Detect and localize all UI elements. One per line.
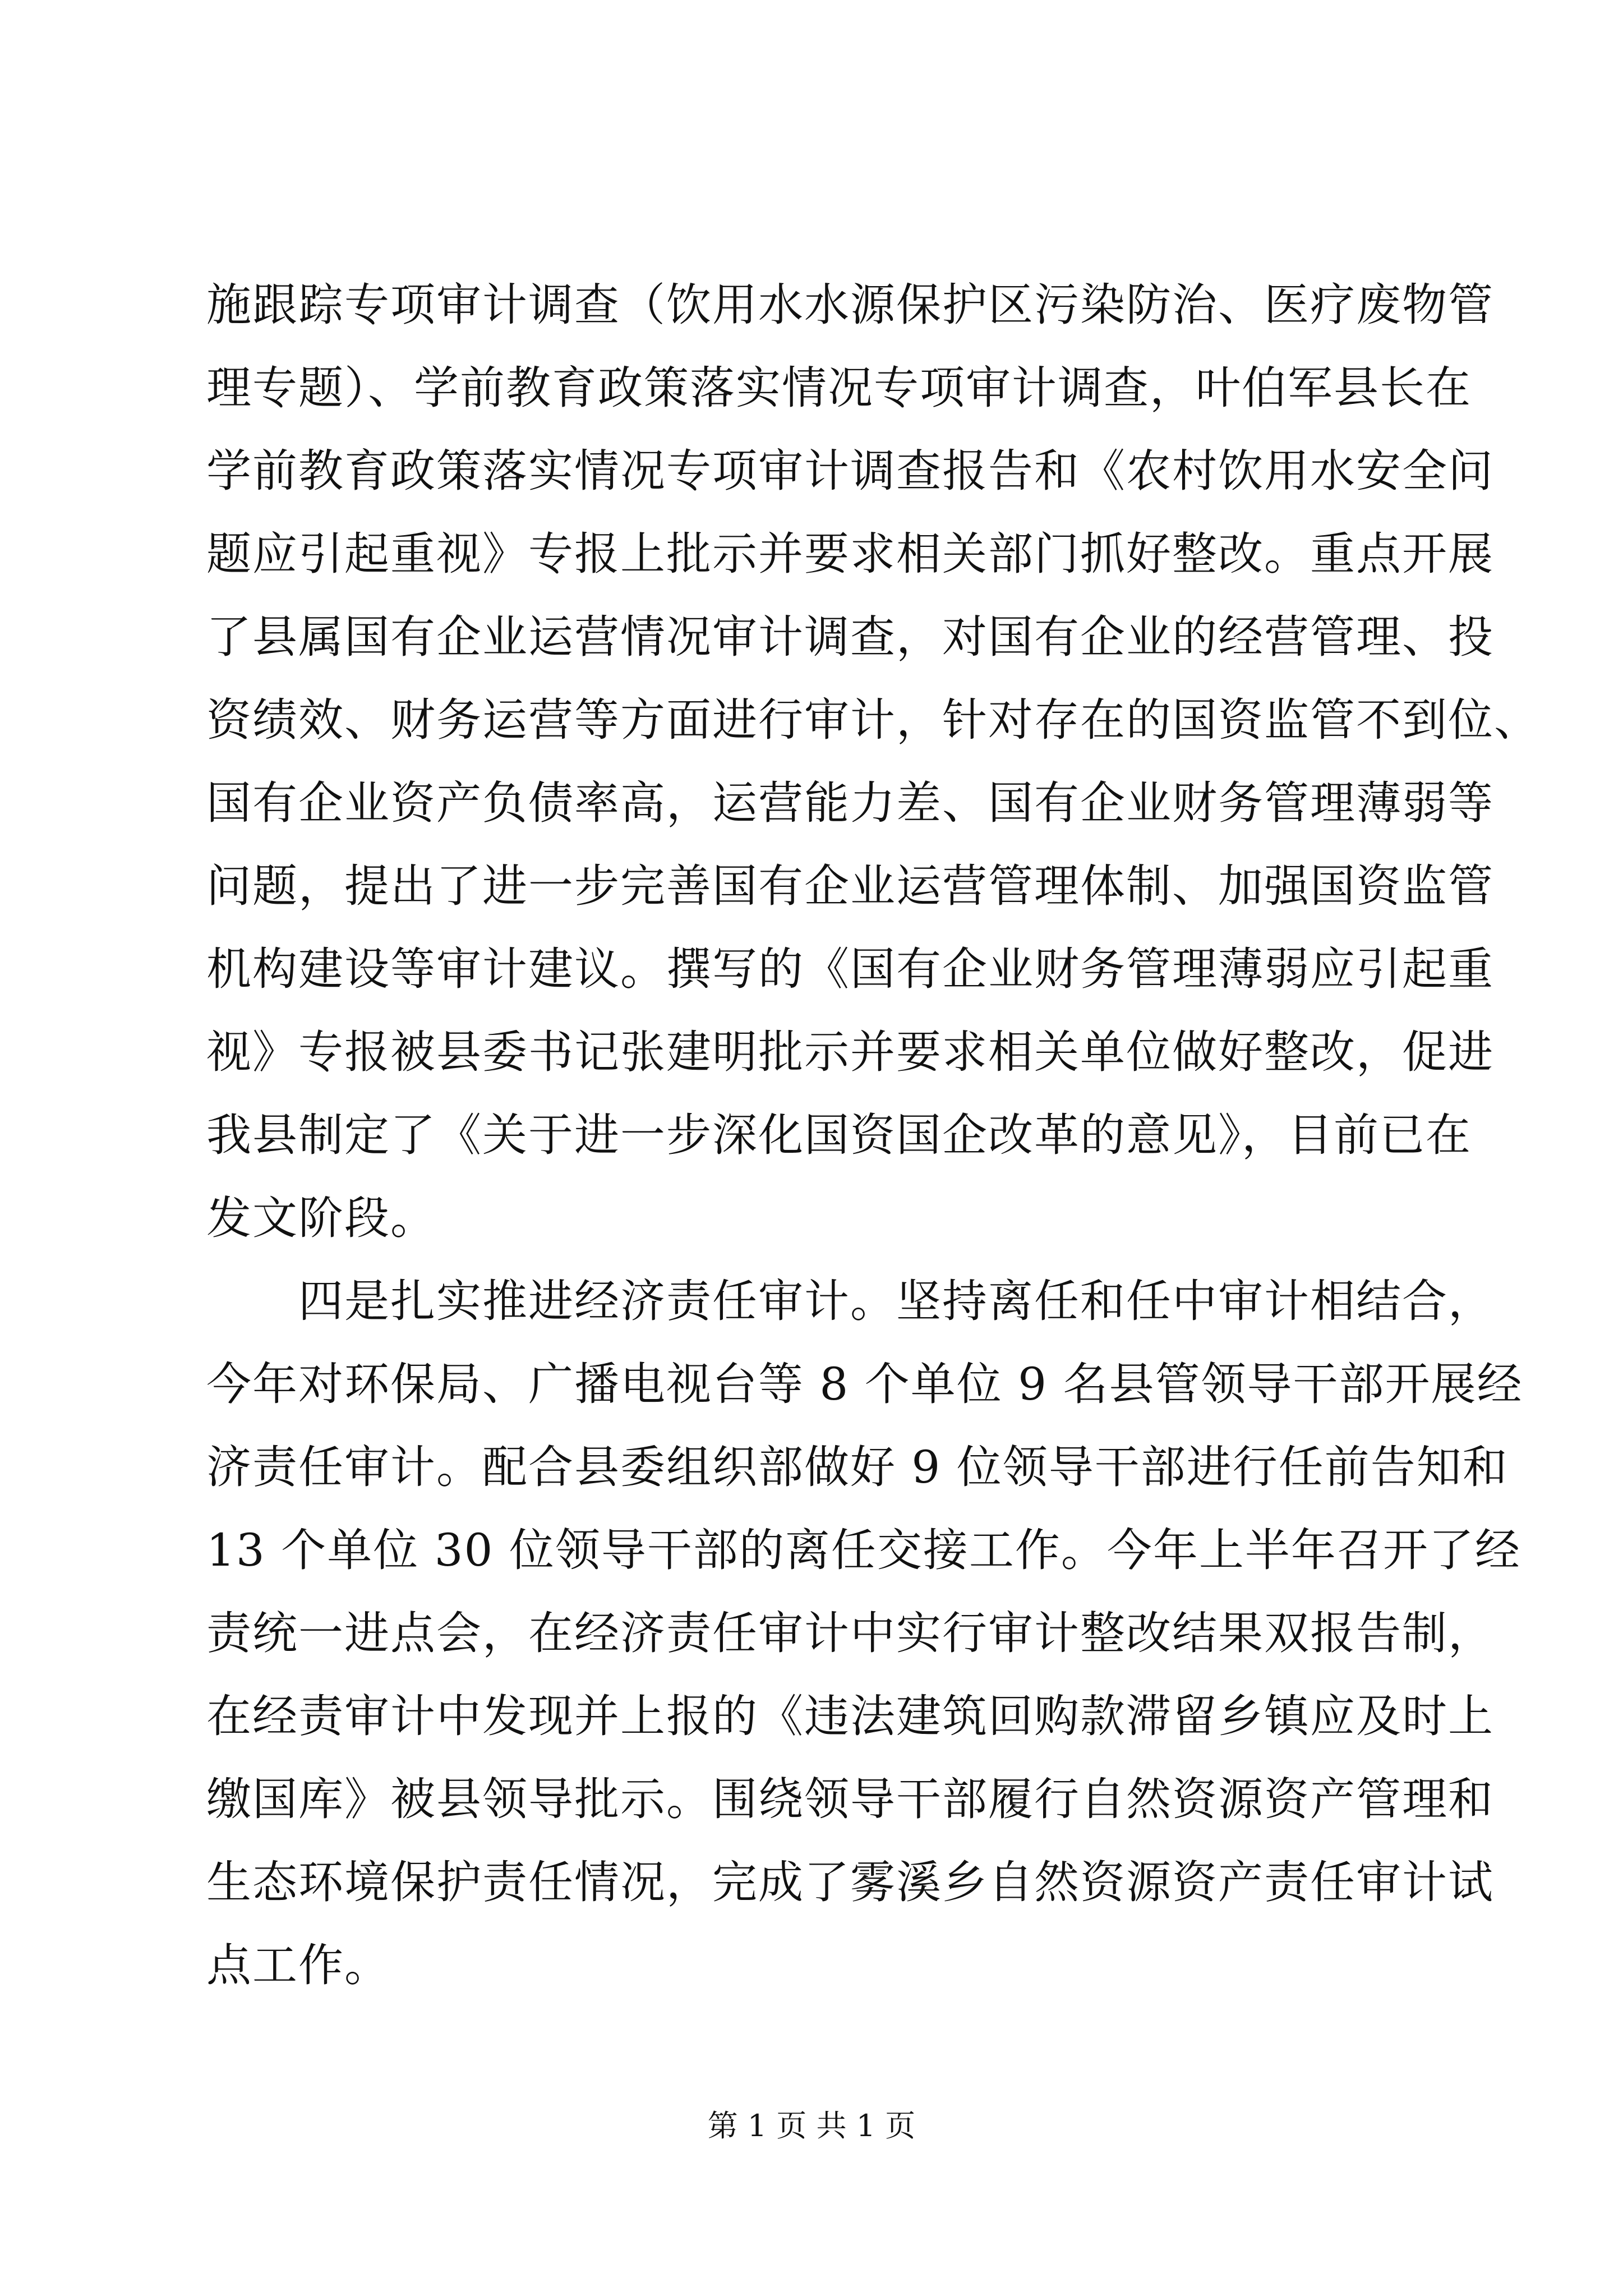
page-number-footer: 第 1 页 共 1 页 xyxy=(707,2108,916,2143)
text-line: 理专题）、学前教育政策落实情况专项审计调查，叶伯军县长在 xyxy=(206,362,1472,414)
text-line: 我县制定了《关于进一步深化国资国企改革的意见》，目前已在 xyxy=(206,1109,1472,1161)
text-line: 题应引起重视》专报上批示并要求相关部门抓好整改。重点开展 xyxy=(206,528,1494,580)
text-line: 点工作。 xyxy=(206,1939,390,1991)
text-line: 生态环境保护责任情况，完成了雾溪乡自然资源资产责任审计试 xyxy=(206,1856,1494,1908)
text-line: 施跟踪专项审计调查（饮用水水源保护区污染防治、医疗废物管 xyxy=(206,279,1494,331)
text-line: 发文阶段。 xyxy=(206,1192,436,1244)
text-line: 学前教育政策落实情况专项审计调查报告和《农村饮用水安全问 xyxy=(206,445,1494,497)
text-line: 机构建设等审计建议。撰写的《国有企业财务管理薄弱应引起重 xyxy=(206,943,1494,995)
text-line: 今年对环保局、广播电视台等 8 个单位 9 名县管领导干部开展经 xyxy=(206,1358,1523,1410)
text-line: 四是扎实推进经济责任审计。坚持离任和任中审计相结合， xyxy=(206,1275,1494,1327)
text-line: 13 个单位 30 位领导干部的离任交接工作。今年上半年召开了经 xyxy=(206,1524,1521,1576)
text-line: 了县属国有企业运营情况审计调查，对国有企业的经营管理、投 xyxy=(206,611,1494,663)
body-text xyxy=(206,264,1540,2007)
text-line: 问题，提出了进一步完善国有企业运营管理体制、加强国资监管 xyxy=(206,860,1494,912)
text-line: 资绩效、财务运营等方面进行审计，针对存在的国资监管不到位、 xyxy=(206,694,1540,746)
text-line: 国有企业资产负债率高，运营能力差、国有企业财务管理薄弱等 xyxy=(206,777,1494,829)
text-line: 视》专报被县委书记张建明批示并要求相关单位做好整改，促进 xyxy=(206,1026,1494,1078)
text-line: 在经责审计中发现并上报的《违法建筑回购款滞留乡镇应及时上 xyxy=(206,1690,1494,1742)
text-line: 责统一进点会，在经济责任审计中实行审计整改结果双报告制， xyxy=(206,1607,1494,1659)
text-line: 济责任审计。配合县委组织部做好 9 位领导干部进行任前告知和 xyxy=(206,1441,1509,1493)
text-line: 缴国库》被县领导批示。围绕领导干部履行自然资源资产管理和 xyxy=(206,1773,1494,1825)
